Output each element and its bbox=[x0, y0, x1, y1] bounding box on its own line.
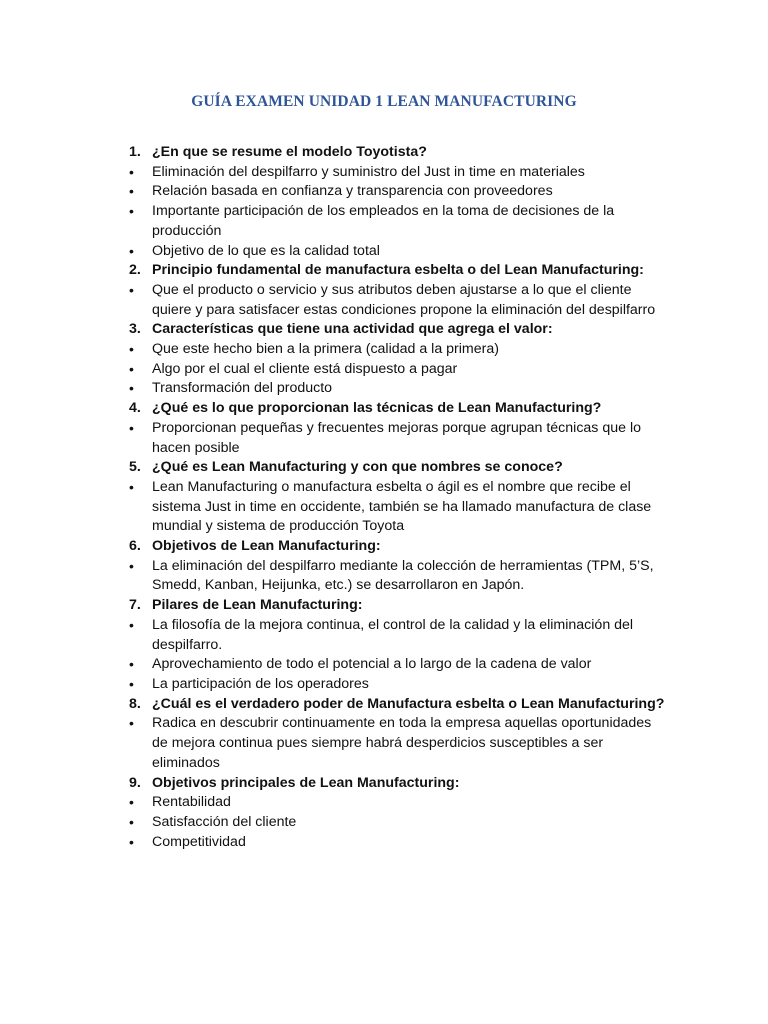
question-number: 4. bbox=[129, 400, 141, 417]
question-number: 1. bbox=[129, 144, 141, 160]
question-item bbox=[0, 596, 768, 616]
bullet-icon: • bbox=[129, 380, 134, 397]
question-text: Objetivos principales de Lean Manufacturing: bbox=[152, 774, 460, 791]
answer-item bbox=[0, 655, 768, 675]
bullet-icon: • bbox=[129, 281, 134, 298]
bullet-icon: • bbox=[129, 794, 134, 811]
answer-text: Que el producto o servicio y sus atributos deben ajustarse a lo que el cliente quiere y para satisfacer estas condiciones propone la eliminación del despilfarro bbox=[152, 281, 656, 318]
answer-text: Rentabilidad bbox=[152, 794, 231, 811]
question-text: Principio fundamental de manufactura esbelta o del Lean Manufacturing: bbox=[152, 262, 644, 279]
answer-text: Objetivo de lo que es la calidad total bbox=[152, 242, 380, 259]
question-number: 9. bbox=[129, 774, 141, 791]
bullet-icon: • bbox=[129, 242, 134, 259]
answer-item bbox=[0, 182, 768, 202]
answer-item bbox=[0, 163, 768, 183]
bullet-icon: • bbox=[129, 419, 134, 436]
question-number: 5. bbox=[129, 459, 141, 476]
question-text: ¿Qué es lo que proporcionan las técnicas de Lean Manufacturing? bbox=[152, 400, 602, 417]
question-item bbox=[0, 143, 768, 163]
answer-text: La participación de los operadores bbox=[152, 675, 369, 692]
bullet-icon: • bbox=[129, 616, 134, 633]
answer-item bbox=[0, 379, 768, 399]
bullet-icon: • bbox=[129, 360, 134, 377]
question-text: ¿Cuál es el verdadero poder de Manufactura esbelta o Lean Manufacturing? bbox=[152, 695, 665, 712]
question-text: ¿En que se resume el modelo Toyotista? bbox=[152, 144, 427, 160]
question-number: 2. bbox=[129, 262, 141, 279]
answer-item bbox=[0, 714, 768, 773]
answer-text: Transformación del producto bbox=[152, 380, 333, 397]
question-text: ¿Qué es Lean Manufacturing y con que nombres se conoce? bbox=[152, 459, 563, 476]
bullet-icon: • bbox=[129, 813, 134, 830]
document-title: GUÍA EXAMEN UNIDAD 1 LEAN MANUFACTURING bbox=[191, 93, 577, 110]
answer-text: Que este hecho bien a la primera (calidad a la primera) bbox=[152, 341, 499, 358]
question-text: Características que tiene una actividad que agrega el valor: bbox=[152, 321, 553, 338]
bullet-icon: • bbox=[129, 478, 134, 495]
answer-text: Satisfacción del cliente bbox=[152, 813, 297, 830]
bullet-icon: • bbox=[129, 715, 134, 732]
bullet-icon: • bbox=[129, 656, 134, 673]
answer-item bbox=[0, 419, 768, 458]
answer-text: Lean Manufacturing o manufactura esbelta o ágil es el nombre que recibe el sistema Just in time en occidente, también se ha llamado manufactura de clase mundial y sistema de producción Toyota bbox=[152, 478, 652, 535]
question-item bbox=[0, 537, 768, 557]
question-item bbox=[0, 695, 768, 715]
question-item bbox=[0, 320, 768, 340]
answer-item bbox=[0, 675, 768, 695]
question-item bbox=[0, 774, 768, 794]
answer-text: Aprovechamiento de todo el potencial a lo largo de la cadena de valor bbox=[152, 656, 592, 673]
question-text: Objetivos de Lean Manufacturing: bbox=[152, 538, 381, 555]
answer-text: Eliminación del despilfarro y suministro del Just in time en materiales bbox=[152, 163, 585, 180]
question-item bbox=[0, 261, 768, 281]
answer-item bbox=[0, 202, 768, 241]
answer-text: Competitividad bbox=[152, 833, 246, 850]
answer-item bbox=[0, 557, 768, 596]
bullet-icon: • bbox=[129, 163, 134, 180]
answer-item bbox=[0, 360, 768, 380]
question-number: 6. bbox=[129, 538, 141, 555]
question-number: 7. bbox=[129, 597, 141, 614]
question-number: 3. bbox=[129, 321, 141, 338]
answer-text: Importante participación de los empleados en la toma de decisiones de la producción bbox=[152, 203, 615, 239]
answer-text: Algo por el cual el cliente está dispuesto a pagar bbox=[152, 360, 458, 377]
bullet-icon: • bbox=[129, 557, 134, 574]
answer-text: La filosofía de la mejora continua, el control de la calidad y la eliminación del despilfarro. bbox=[152, 616, 634, 653]
answer-item bbox=[0, 281, 768, 320]
answer-item bbox=[0, 242, 768, 262]
bullet-icon: • bbox=[129, 833, 134, 850]
answer-text: Relación basada en confianza y transparencia con proveedores bbox=[152, 183, 553, 200]
bullet-icon: • bbox=[129, 203, 134, 220]
answer-text: La eliminación del despilfarro mediante la colección de herramientas (TPM, 5’S, Smedd, Kanban, Heijunka, etc.) se desarrollaron en Japón. bbox=[152, 557, 654, 594]
answer-item bbox=[0, 833, 768, 853]
answer-item bbox=[0, 813, 768, 833]
answer-text: Radica en descubrir continuamente en toda la empresa aquellas oportunidades de mejora continua pues siempre habrá desperdicios susceptibles a ser eliminados bbox=[152, 715, 652, 771]
answer-item bbox=[0, 340, 768, 360]
answer-item bbox=[0, 478, 768, 537]
question-item bbox=[0, 458, 768, 478]
answer-text: Proporcionan pequeñas y frecuentes mejoras porque agrupan técnicas que lo hacen posible bbox=[152, 419, 641, 456]
answer-item bbox=[0, 793, 768, 813]
answer-item bbox=[0, 616, 768, 655]
question-number: 8. bbox=[129, 695, 141, 712]
question-text: Pilares de Lean Manufacturing: bbox=[152, 597, 363, 614]
bullet-icon: • bbox=[129, 183, 134, 200]
bullet-icon: • bbox=[129, 341, 134, 358]
question-list bbox=[0, 143, 768, 852]
question-item bbox=[0, 399, 768, 419]
bullet-icon: • bbox=[129, 675, 134, 692]
